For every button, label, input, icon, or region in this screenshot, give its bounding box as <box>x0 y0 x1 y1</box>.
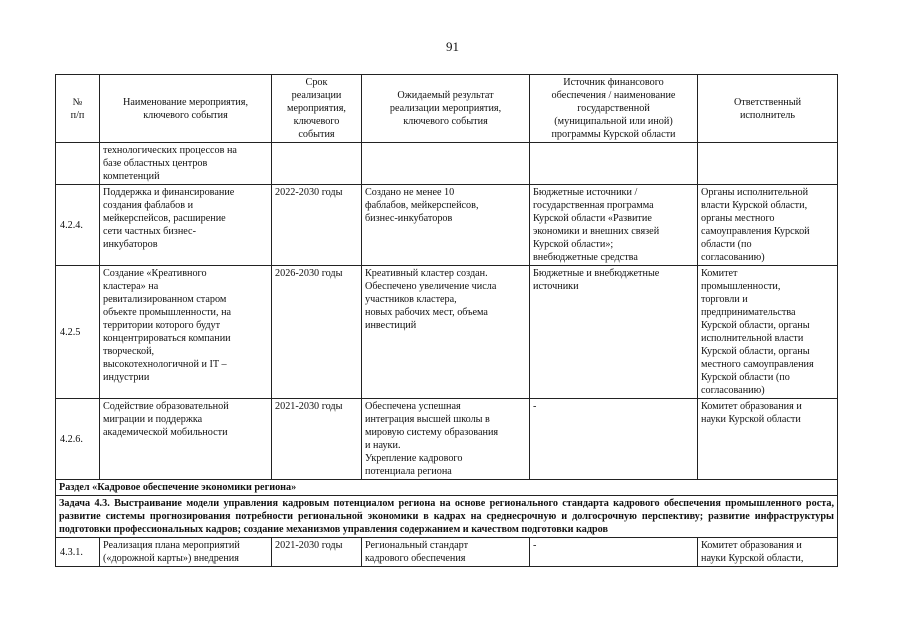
line: базе областных центров <box>103 158 208 169</box>
line: и науки. <box>365 440 401 451</box>
line: творческой, <box>103 346 155 357</box>
row-num: 4.3.1. <box>56 538 100 567</box>
line: компетенций <box>103 171 160 182</box>
line: предпринимательства <box>701 307 796 318</box>
line: потенциала региона <box>365 466 452 477</box>
line: Комитет образования и <box>701 401 802 412</box>
line: инвестиций <box>365 320 417 331</box>
row-executor <box>698 399 838 480</box>
header-result <box>362 75 530 143</box>
row-executor <box>698 143 838 185</box>
row-source <box>530 143 698 185</box>
row-name <box>100 399 272 480</box>
header-term <box>272 75 362 143</box>
line: новых рабочих мест, объема <box>365 307 488 318</box>
line: инкубаторов <box>103 239 158 250</box>
line: Курской области (по <box>701 372 790 383</box>
header-num <box>56 75 100 143</box>
line: Реализация плана мероприятий <box>103 540 240 551</box>
row-result <box>362 538 530 567</box>
line: согласованию) <box>701 252 765 263</box>
line: внебюджетные средства <box>533 252 638 263</box>
line: мейкерспейсов, расширение <box>103 213 226 224</box>
line: источники <box>533 281 579 292</box>
row-term: 2021-2030 годы <box>272 399 362 480</box>
header-result-text: Ожидаемый результат реализации мероприятия, ключевого события <box>389 90 502 127</box>
line: объекте промышленности, на <box>103 307 232 318</box>
task-title: Задача 4.3. Выстраивание модели управления кадровым потенциалом региона на основе регионального стандарта кадрового обеспечения промышленного роста, развитие системы прогнозирования потребности региональной экономики в кадрах на среднесрочную и долгосрочную перспективу; развитие инфраструктуры подготовки профессиональных кадров; создание механизмов управления содержанием и качеством подготовки кадров <box>56 496 838 538</box>
line: Комитет образования и <box>701 540 802 551</box>
row-term <box>272 143 362 185</box>
row-name <box>100 538 272 567</box>
line: - <box>533 540 537 551</box>
line: науки Курской области <box>701 414 801 425</box>
line: исполнительной власти <box>701 333 804 344</box>
line: Курской области «Развитие <box>533 213 652 224</box>
line: Обеспечено увеличение числа <box>365 281 497 292</box>
line: Поддержка и финансирование <box>103 187 235 198</box>
line: Создано не менее 10 <box>365 187 455 198</box>
line: - <box>533 401 537 412</box>
table-header-row <box>56 75 838 143</box>
header-name <box>100 75 272 143</box>
line: Укрепление кадрового <box>365 453 463 464</box>
line: экономики и внешних связей <box>533 226 660 237</box>
line: Органы исполнительной <box>701 187 809 198</box>
line: Бюджетные и внебюджетные <box>533 268 660 279</box>
row-num: 4.2.4. <box>56 185 100 266</box>
line: участников кластера, <box>365 294 457 305</box>
line: миграции и поддержка <box>103 414 203 425</box>
line: торговли и <box>701 294 748 305</box>
line: кластера» на <box>103 281 159 292</box>
row-executor <box>698 266 838 399</box>
line: индустрии <box>103 372 150 383</box>
table-row <box>56 538 838 567</box>
header-source <box>530 75 698 143</box>
row-result <box>362 185 530 266</box>
line: государственная программа <box>533 200 654 211</box>
line: Комитет <box>701 268 738 279</box>
line: Курской области, органы <box>701 320 810 331</box>
row-num <box>56 143 100 185</box>
header-executor-text: Ответственный исполнитель <box>733 96 802 121</box>
row-term: 2026-2030 годы <box>272 266 362 399</box>
line: самоуправления Курской <box>701 226 810 237</box>
line: фаблабов, мейкерспейсов, <box>365 200 479 211</box>
row-name <box>100 266 272 399</box>
row-term: 2021-2030 годы <box>272 538 362 567</box>
line: ревитализированном старом <box>103 294 227 305</box>
line: сети частных бизнес- <box>103 226 196 237</box>
row-executor <box>698 185 838 266</box>
line: кадрового обеспечения <box>365 553 466 564</box>
row-name <box>100 143 272 185</box>
table-row <box>56 185 838 266</box>
line: территории которого будут <box>103 320 221 331</box>
events-table <box>55 74 838 567</box>
row-source <box>530 266 698 399</box>
row-result <box>362 143 530 185</box>
line: высокотехнологичной и IT – <box>103 359 227 370</box>
line: Содействие образовательной <box>103 401 229 412</box>
line: академической мобильности <box>103 427 228 438</box>
table-row <box>56 266 838 399</box>
row-name <box>100 185 272 266</box>
row-source <box>530 538 698 567</box>
header-num-text: № п/п <box>70 96 85 121</box>
line: («дорожной карты») внедрения <box>103 553 239 564</box>
line: Создание «Креативного <box>103 268 207 279</box>
header-term-text: Срок реализации мероприятия, ключевого события <box>287 77 346 140</box>
page-number: 91 <box>446 39 459 54</box>
row-result <box>362 266 530 399</box>
table-row <box>56 399 838 480</box>
header-source-text: Источник финансового обеспечения / наименование государственной (муниципальной или иной) программы Курской области <box>551 77 676 140</box>
line: власти Курской области, <box>701 200 808 211</box>
line: Обеспечена успешная <box>365 401 461 412</box>
line: бизнес-инкубаторов <box>365 213 453 224</box>
line: органы местного <box>701 213 775 224</box>
line: мировую систему образования <box>365 427 499 438</box>
header-name-text: Наименование мероприятия, ключевого события <box>123 96 248 121</box>
line: области (по <box>701 239 752 250</box>
line: согласованию) <box>701 385 765 396</box>
row-source <box>530 185 698 266</box>
row-executor <box>698 538 838 567</box>
line: концентрироваться компании <box>103 333 231 344</box>
header-executor <box>698 75 838 143</box>
section-row <box>56 480 838 496</box>
line: промышленности, <box>701 281 781 292</box>
line: Креативный кластер создан. <box>365 268 488 279</box>
line: Региональный стандарт <box>365 540 469 551</box>
line: местного самоуправления <box>701 359 814 370</box>
row-source <box>530 399 698 480</box>
line: создания фаблабов и <box>103 200 194 211</box>
line: Бюджетные источники / <box>533 187 638 198</box>
row-result <box>362 399 530 480</box>
row-num: 4.2.6. <box>56 399 100 480</box>
table-row <box>56 143 838 185</box>
line: науки Курской области, <box>701 553 804 564</box>
line: технологических процессов на <box>103 145 237 156</box>
line: Курской области, органы <box>701 346 810 357</box>
task-row <box>56 496 838 538</box>
row-num: 4.2.5 <box>56 266 100 399</box>
row-term: 2022-2030 годы <box>272 185 362 266</box>
line: интеграция высшей школы в <box>365 414 490 425</box>
section-title: Раздел «Кадровое обеспечение экономики региона» <box>56 480 838 496</box>
line: Курской области»; <box>533 239 614 250</box>
